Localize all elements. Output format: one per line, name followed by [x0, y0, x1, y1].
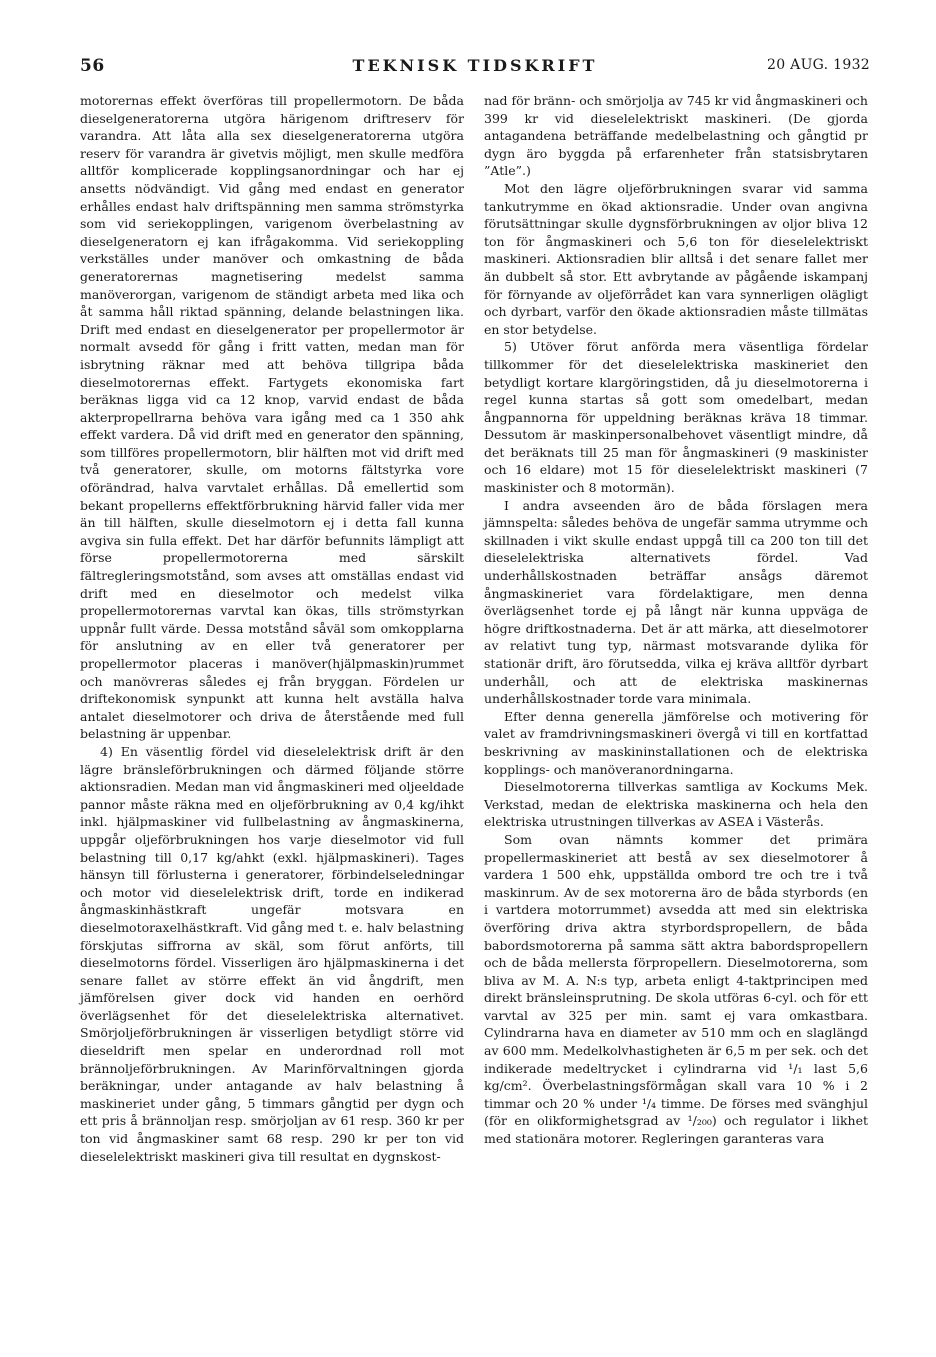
paragraph: 4) En väsentlig fördel vid dieselelektrisk drift är den lägre bränsleförbrukningen och därmed följande större aktionsradien. Medan man vid ångmaskineri med oljeeldade pannor måste räkna med en oljeförbrukning av 0,4 kg/ihkt inkl. hjälpmaskiner vid fullbelastning av ångmaskinerna, uppgår oljeförbrukningen hos varje dieselmotor vid full belastning till 0,17 kg/ahkt (exkl. hjälpmaskineri). Tages hänsyn till förlusterna i generatorer, förbindelseledningar och motor vid dieselelektrisk drift, torde en indikerad ångmaskinhästkraft ungefär motsvara en dieselmotoraxelhästkraft. Vid gång med t. e. halv belastning förskjutas siffrorna av skäl, som förut anförts, till dieselmotorns fördel. Visserligen äro hjälpmaskinerna i det senare fallet av större effekt än vid ångdrift, men jämförelsen giver dock vid handen en oerhörd överlägsenhet för det dieselelektriska alternativet. Smörjoljeförbrukningen är visserligen betydligt större vid dieseldrift men spelar en underordnad roll mot brännoljeförbrukningen. Av Marinförvaltningen gjorda beräkningar, under antagande av halv belastning å maskineriet under gång, 5 timmars gångtid per dygn och ett pris å brännoljan resp. smörjoljan av 61 resp. 360 kr per ton vid ångmaskiner samt 68 resp. 290 kr per ton vid dieselelektriskt maskineri giva till resultat en dygnskost-: [80, 743, 464, 1164]
page-header: [80, 56, 870, 80]
journal-title: TEKNISK TIDSKRIFT: [352, 56, 598, 75]
paragraph: Dieselmotorerna tillverkas samtliga av Kockums Mek. Verkstad, medan de elektriska maskinerna och hela den elektriska utrustningen tillverkas av ASEA i Västerås.: [484, 779, 868, 830]
paragraph: Efter denna generella jämförelse och motivering för valet av framdrivningsmaskineri övergå vi till en kortfattad beskrivning av maskininstallationen och de elektriska kopplings- och manöveranordningarna.: [484, 708, 868, 777]
issue-date: 20 AUG. 1932: [767, 57, 870, 73]
paragraph: motorernas effekt överföras till propellermotorn. De båda dieselgeneratorerna utgöra härigenom driftreserv för varandra. Att låta alla sex dieselgeneratorerna utgöra reserv för varandra är givetvis möjligt, men skulle medföra alltför komplicerade kopplingsanordningar och har ej ansetts nödvändigt. Vid gång med endast en generator erhålles endast halv driftspänning men samma strömstyrka som vid seriekopplingen, varigenom överbelastning av dieselgeneratorn ej kan ifrågakomma. Vid seriekoppling verkställes under manöver och omkastning de båda generatorernas magnetisering medelst samma manöverorgan, varigenom de ständigt arbeta med lika och åt samma håll riktad spänning, delande belastningen lika. Drift med endast en dieselgenerator per propellermotor är normalt avsedd för gång i fritt vatten, medan man för isbrytning räknar med att behöva tillgripa båda dieselmotorernas effekt. Fartygets ekonomiska fart beräknas ligga vid ca 12 knop, varvid endast de båda akterpropellrarna behöva vara igång med ca 1 350 ahk effekt vardera. Då vid drift med en generator den spänning, som tillföres propellermotorn, blir hälften mot vid drift med två generatorer, skulle, om motorns fältstyrka vore oförändrad, halva varvtalet erhållas. Då emellertid som bekant propellerns effektförbrukning härvid faller vida mer än till hälften, skulle dieselmotorn ej i detta fall kunna avgiva sin fulla effekt. Det har därför befunnits lämpligt att förse propellermotorerna med särskilt fältregleringsmotstånd, som avses att omställas endast vid drift med en dieselmotor och medelst vilka propellermotorernas varvtal kan ökas, tills strömstyrkan uppnår fullt värde. Dessa motstånd såväl som omkopplarna för anslutning av en eller två generatorer per propellermotor placeras i manöver(hjälpmaskin)rummet och manövreras således ej från bryggan. Fördelen ur driftekonomisk synpunkt att kunna helt avställa halva antalet dieselmotorer och driva de återstående med full belastning är uppenbar.: [80, 93, 464, 742]
left-column: [80, 92, 464, 1165]
paragraph: Som ovan nämnts kommer det primära propellermaskineriet att bestå av sex dieselmotorer å vardera 1 500 ehk, uppställda ombord tre och tre i två maskinrum. Av de sex motorerna äro de båda styrbords (en i vartdera motorrummet) avsedda att med sin elektriska överföring driva aktra styrbordspropellern, de båda babordsmotorerna på samma sätt aktra babordspropellern och de båda mellersta förpropellern. Dieselmotorerna, som bliva av M. A. N:s typ, arbeta enligt 4-taktprincipen med direkt bränsleinsprutning. De skola utföras 6-cyl. och för ett varvtal av 325 per min. samt ej vara omkastbara. Cylindrarna hava en diameter av 510 mm och en slaglängd av 600 mm. Medelkolvhastigheten är 6,5 m per sek. och det indikerade medeltrycket i cylindrarna vid ¹/₁ last 5,6 kg/cm². Överbelastningsförmågan skall vara 10 % i 2 timmar och 20 % under ¹/₄ timme. De förses med svänghjul (för en olikformighetsgrad av ¹/₂₀₀) och regulator i likhet med stationära motorer. Regleringen garanteras vara: [484, 831, 868, 1147]
paragraph: nad för bränn- och smörjolja av 745 kr vid ångmaskineri och 399 kr vid dieselelektriskt maskineri. (De gjorda antagandena beträffande medelbelastning och gångtid pr dygn äro byggda på erfarenheter från statsisbrytaren ”Atle”.): [484, 93, 868, 179]
paragraph: 5) Utöver förut anförda mera väsentliga fördelar tillkommer för det dieselelektriska maskineriet den betydligt kortare klargöringstiden, då ju dieselmotorerna i regel kunna startas så gott som omedelbart, medan ångpannorna för uppeldning beräknas kräva 18 timmar. Dessutom är maskinpersonalbehovet väsentligt mindre, då det beräknats till 25 man för ångmaskineri (9 maskinister och 16 eldare) mot 15 för dieselelektriskt maskineri (7 maskinister och 8 motormän).: [484, 339, 868, 496]
paragraph: Mot den lägre oljeförbrukningen svarar vid samma tankutrymme en ökad aktionsradie. Under ovan angivna förutsättningar skulle dygnsförbrukningen av oljor bliva 12 ton för ångmaskineri och 5,6 ton för dieselelektriskt maskineri. Aktionsradien blir alltså i det senare fallet mer än dubbelt så stor. Ett avbrytande av pågående iskampanj för förnyande av oljeförrådet kan vara synnerligen olägligt och dyrbart, varför den ökade aktionsradien måste tillmätas en stor betydelse.: [484, 180, 868, 337]
right-column: [484, 92, 868, 1148]
page-number: 56: [80, 56, 105, 76]
paragraph: I andra avseenden äro de båda förslagen mera jämnspelta: således behöva de ungefär samma utrymme och skillnaden i vikt skulle endast uppgå till ca 200 ton till det dieselelektriska alternativets fördel. Vad underhållskostnaden beträffar ansågs däremot ångmaskineriet vara fördelaktigare, men denna överlägsenhet torde ej på långt när kunna uppväga de högre driftkostnaderna. Det är att märka, att dieselmotorer av relativt tung typ, närmast motsvarande dylika för stationär drift, äro förutsedda, vilka ej kräva alltför dyrbart underhåll, och att de elektriska maskinernas underhållskostnader torde vara minimala.: [484, 497, 868, 707]
